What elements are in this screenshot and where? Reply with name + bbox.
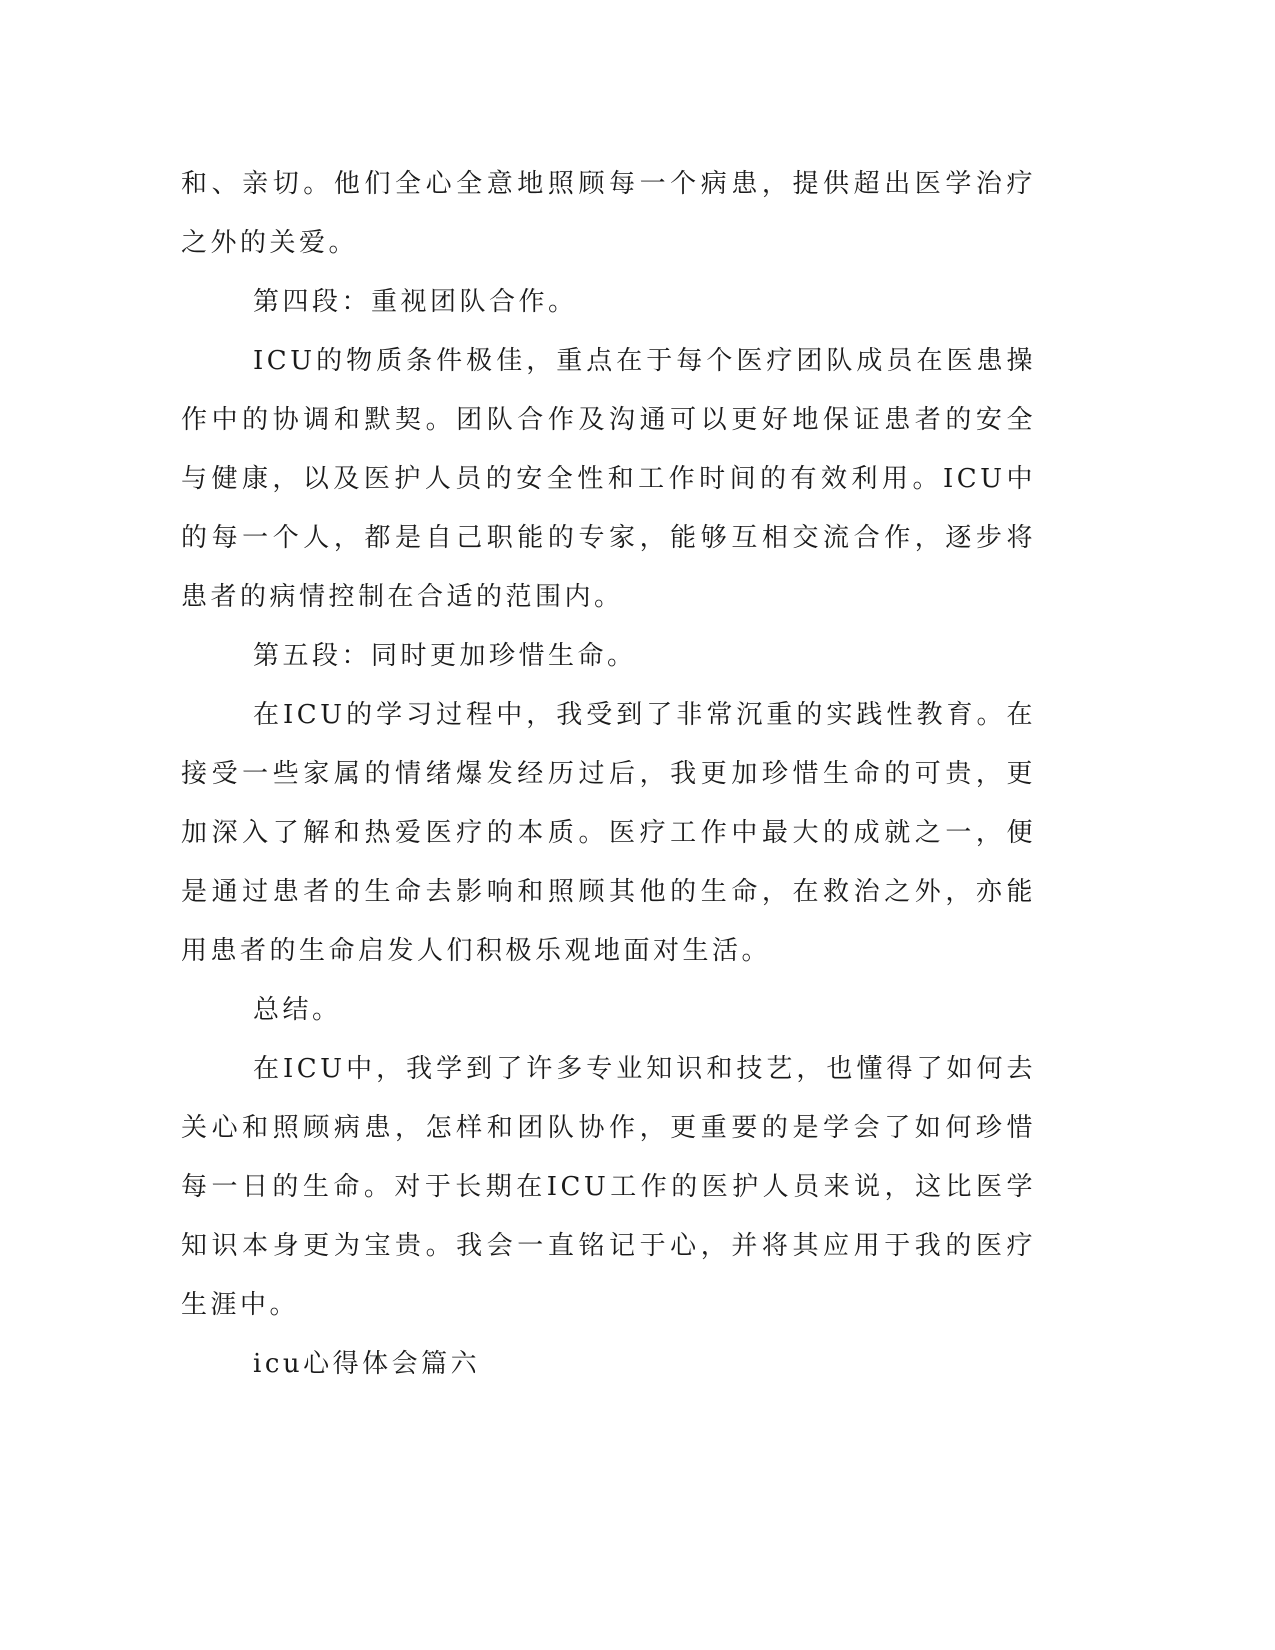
section-heading-4: 第四段：重视团队合作。 — [253, 287, 578, 317]
section-heading-5: 第五段：同时更加珍惜生命。 — [253, 641, 637, 671]
paragraph-continuation: 和、亲切。他们全心全意地照顾每一个病患，提供超出医学治疗之外的关爱。 — [181, 169, 1036, 258]
summary-heading: 总结。 — [253, 995, 342, 1025]
paragraph-cherish-life: 在ICU的学习过程中，我受到了非常沉重的实践性教育。在接受一些家属的情绪爆发经历过后，我更加珍惜生命的可贵，更加深入了解和热爱医疗的本质。医疗工作中最大的成就之一，便是通过患者的生命去影响和照顾其他的生命，在救治之外，亦能用患者的生命启发人们积极乐观地面对生活。 — [181, 700, 1036, 966]
paragraph-summary: 在ICU中，我学到了许多专业知识和技艺，也懂得了如何去关心和照顾病患，怎样和团队协作，更重要的是学会了如何珍惜每一日的生命。对于长期在ICU工作的医护人员来说，这比医学知识本身更为宝贵。我会一直铭记于心，并将其应用于我的医疗生涯中。 — [181, 1054, 1036, 1320]
paragraph-teamwork: ICU的物质条件极佳，重点在于每个医疗团队成员在医患操作中的协调和默契。团队合作及沟通可以更好地保证患者的安全与健康，以及医护人员的安全性和工作时间的有效利用。ICU中的每一个人，都是自己职能的专家，能够互相交流合作，逐步将患者的病情控制在合适的范围内。 — [181, 346, 1036, 612]
document-body — [181, 155, 1036, 1394]
article-title-6: icu心得体会篇六 — [253, 1349, 481, 1379]
